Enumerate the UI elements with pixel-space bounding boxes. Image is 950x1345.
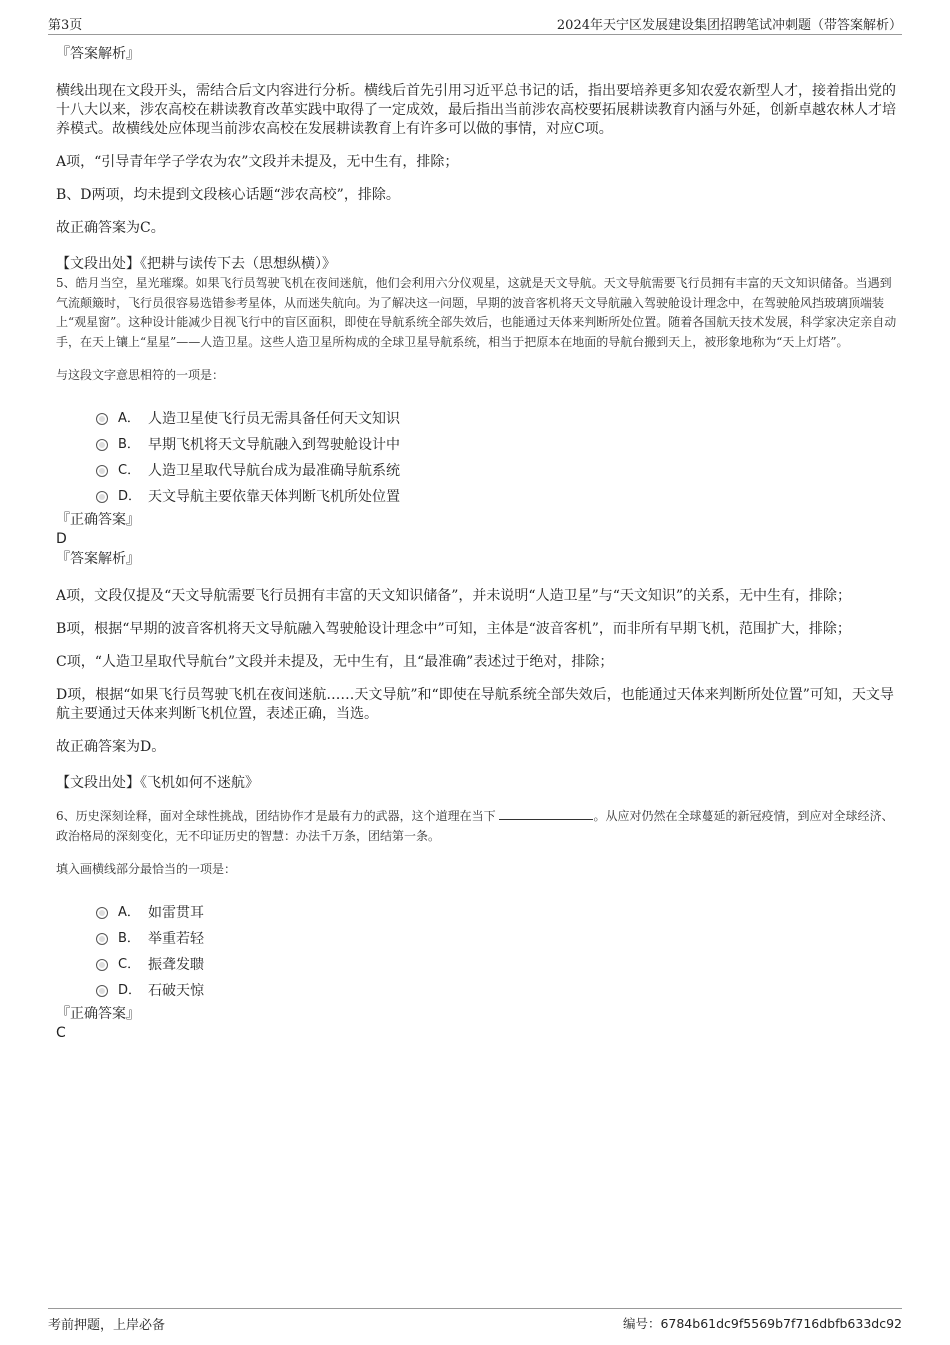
q6-option-a[interactable]: A． 如雷贯耳 bbox=[96, 900, 900, 926]
q4-analysis-p2: A项，“引导青年学子学农为农”文段并未提及，无中生有，排除； bbox=[56, 154, 459, 170]
q5-analysis-d: D项，根据“如果飞行员驾驶飞机在夜间迷航……天文导航”和“即使在导航系统全部失效后，也能通过天体来判断所处位置”可知，天文导航主要通过天体来判断飞机位置，表述正确，当选。 bbox=[56, 687, 894, 722]
q6-answer-tag: 『正确答案』 bbox=[56, 1006, 140, 1022]
radio-icon[interactable] bbox=[96, 491, 108, 503]
document-code: 编号：6784b61dc9f5569b7f716dbfb633dc92 bbox=[622, 1316, 902, 1331]
q4-conclusion: 故正确答案为C。 bbox=[56, 220, 165, 236]
radio-icon[interactable] bbox=[96, 933, 108, 945]
page-footer bbox=[48, 1308, 902, 1334]
q5-source: 【文段出处】《飞机如何不迷航》 bbox=[56, 775, 259, 791]
radio-icon[interactable] bbox=[96, 465, 108, 477]
page-header bbox=[48, 14, 902, 35]
q5-answer: D bbox=[56, 531, 67, 547]
q5-options bbox=[96, 406, 900, 510]
fill-blank bbox=[499, 808, 593, 820]
q6-options bbox=[96, 900, 900, 1004]
q5-option-c[interactable]: C． 人造卫星取代导航台成为最准确导航系统 bbox=[96, 458, 900, 484]
radio-icon[interactable] bbox=[96, 985, 108, 997]
q5-analysis-tag: 『答案解析』 bbox=[56, 551, 140, 567]
q5-conclusion: 故正确答案为D。 bbox=[56, 739, 166, 755]
q5-answer-tag: 『正确答案』 bbox=[56, 512, 140, 528]
q5-stem: 5、皓月当空，星光璀璨。如果飞行员驾驶飞机在夜间迷航，他们会利用六分仪观星，这就是天文导航。天文导航需要飞行员拥有丰富的天文知识储备。当遇到气流颠簸时，飞行员很容易选错参考星体，从而迷失航向。为了解决这一问题，早期的波音客机将天文导航融入驾驶舱设计理念中，在驾驶舱风挡玻璃顶端装上“观星窗”。这种设计能减少目视飞行中的盲区面积，即使在导航系统全部失效后，也能通过天体来判断所处位置。随着各国航天技术发展，科学家决定亲自动手，在天上镶上“星星”——人造卫星。这些人造卫星所构成的全球卫星导航系统，相当于把原本在地面的导航台搬到天上，被形象地称为“天上灯塔”。 bbox=[56, 276, 897, 349]
q5-option-d[interactable]: D． 天文导航主要依靠天体判断飞机所处位置 bbox=[96, 484, 900, 510]
radio-icon[interactable] bbox=[96, 439, 108, 451]
q5-analysis-b: B项，根据“早期的波音客机将天文导航融入驾驶舱设计理念中”可知，主体是“波音客机”，而非所有早期飞机，范围扩大，排除； bbox=[56, 621, 851, 637]
q5-prompt: 与这段文字意思相符的一项是： bbox=[56, 368, 225, 382]
q5-option-a[interactable]: A． 人造卫星使飞行员无需具备任何天文知识 bbox=[96, 406, 900, 432]
q4-source: 【文段出处】《把耕与读传下去（思想纵横）》 bbox=[56, 256, 336, 272]
q5-option-b[interactable]: B． 早期飞机将天文导航融入到驾驶舱设计中 bbox=[96, 432, 900, 458]
q5-analysis-a: A项，文段仅提及“天文导航需要飞行员拥有丰富的天文知识储备”，并未说明“人造卫星”与“天文知识”的关系，无中生有，排除； bbox=[56, 588, 852, 604]
q4-analysis-p1: 横线出现在文段开头，需结合后文内容进行分析。横线后首先引用习近平总书记的话，指出要培养更多知农爱农新型人才，接着指出党的十八大以来，涉农高校在耕读教育改革实践中取得了一定成效，最后指出当前涉农高校要拓展耕读教育内涵与外延，创新卓越农林人才培养模式。故横线处应体现当前涉农高校在发展耕读教育上有许多可以做的事情，对应C项。 bbox=[56, 83, 896, 137]
footer-slogan: 考前押题，上岸必备 bbox=[48, 1318, 166, 1333]
q6-option-b[interactable]: B． 举重若轻 bbox=[96, 926, 900, 952]
q6-stem: 6、历史深刻诠释，面对全球性挑战，团结协作才是最有力的武器，这个道理在当下 。从应对仍然在全球蔓延的新冠疫情，到应对全球经济、政治格局的深刻变化，无不印证历史的智慧：办法千万条，团结第一条。 bbox=[56, 809, 894, 843]
document-title: 2024年天宁区发展建设集团招聘笔试冲刺题（带答案解析） bbox=[556, 18, 902, 33]
q6-prompt: 填入画横线部分最恰当的一项是： bbox=[56, 862, 237, 876]
q6-option-c[interactable]: C． 振聋发聩 bbox=[96, 952, 900, 978]
page-number: 第3页 bbox=[48, 18, 83, 33]
radio-icon[interactable] bbox=[96, 959, 108, 971]
q5-analysis-c: C项，“人造卫星取代导航台”文段并未提及，无中生有，且“最准确”表述过于绝对，排除； bbox=[56, 654, 614, 670]
q4-analysis-tag: 『答案解析』 bbox=[56, 46, 140, 62]
q4-analysis-p3: B、D两项，均未提到文段核心话题“涉农高校”，排除。 bbox=[56, 187, 400, 203]
q6-option-d[interactable]: D． 石破天惊 bbox=[96, 978, 900, 1004]
page-content bbox=[56, 44, 900, 1043]
q6-answer: C bbox=[56, 1025, 66, 1041]
radio-icon[interactable] bbox=[96, 413, 108, 425]
radio-icon[interactable] bbox=[96, 907, 108, 919]
